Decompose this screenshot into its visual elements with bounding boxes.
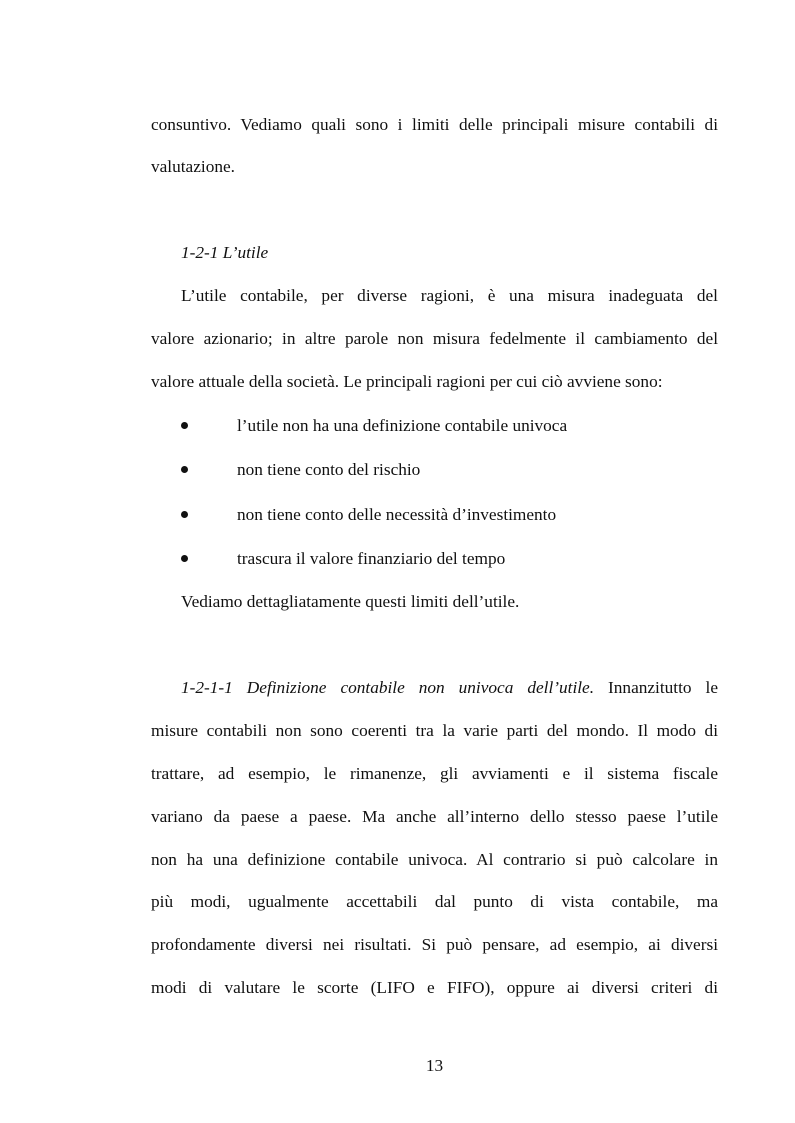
bullet-item: non tiene conto del rischio <box>237 460 421 479</box>
bullet-marker <box>181 549 191 569</box>
paragraph-line: variano da paese a paese. Ma anche all’interno dello stesso paese l’utile <box>151 807 718 826</box>
paragraph-line: L’utile contabile, per diverse ragioni, è una misura inadeguata del <box>181 286 718 305</box>
bullet-item: trascura il valore finanziario del tempo <box>237 549 506 568</box>
paragraph-line: trattare, ad esempio, le rimanenze, gli avviamenti e il sistema fiscale <box>151 764 718 783</box>
paragraph-line: valore attuale della società. Le principali ragioni per cui ciò avviene sono: <box>151 372 663 391</box>
paragraph-line: misure contabili non sono coerenti tra la varie parti del mondo. Il modo di <box>151 721 718 740</box>
bullet-marker <box>181 505 191 525</box>
subsection-heading: 1-2-1-1 Definizione contabile non univoca dell’utile. <box>181 678 595 697</box>
bullet-marker <box>181 416 191 436</box>
paragraph-line: profondamente diversi nei risultati. Si può pensare, ad esempio, ai diversi <box>151 935 718 954</box>
subsection-line <box>181 678 718 698</box>
paragraph-line: valore azionario; in altre parole non misura fedelmente il cambiamento del <box>151 329 718 348</box>
paragraph-line: modi di valutare le scorte (LIFO e FIFO), oppure ai diversi criteri di <box>151 978 718 997</box>
paragraph-line: Vediamo dettagliatamente questi limiti dell’utile. <box>181 592 520 611</box>
page-number: 13 <box>425 1056 444 1075</box>
text-line: consuntivo. Vediamo quali sono i limiti delle principali misure contabili di <box>151 115 718 134</box>
paragraph-line: non ha una definizione contabile univoca. Al contrario si può calcolare in <box>151 850 718 869</box>
section-heading: 1-2-1 L’utile <box>181 243 269 262</box>
paragraph-line: più modi, ugualmente accettabili dal punto di vista contabile, ma <box>151 892 718 911</box>
bullet-item: non tiene conto delle necessità d’investimento <box>237 505 557 524</box>
bullet-item: l’utile non ha una definizione contabile univoca <box>237 416 568 435</box>
subsection-lead-in: Innanzitutto le <box>608 678 718 697</box>
text-line: valutazione. <box>151 157 235 176</box>
bullet-marker <box>181 460 191 480</box>
